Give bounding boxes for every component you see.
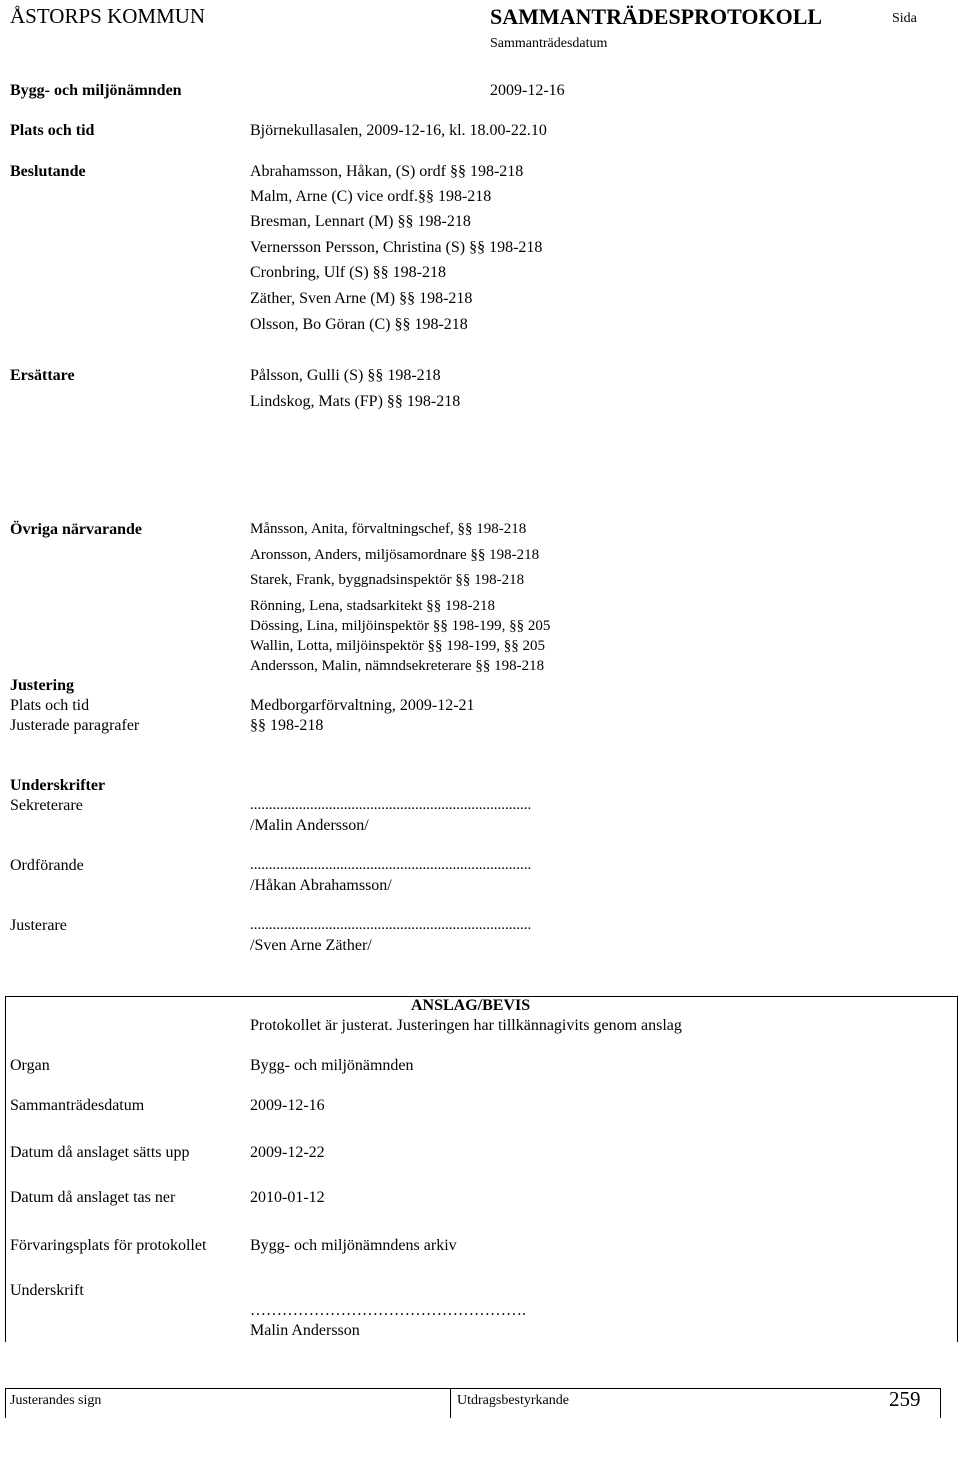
extract-label: Utdragsbestyrkande <box>457 1393 569 1408</box>
substitutes-label: Ersättare <box>10 367 75 384</box>
deciding-label: Beslutande <box>10 163 86 180</box>
notice-signature-label: Underskrift <box>10 1282 84 1299</box>
substitute-member: Lindskog, Mats (FP) §§ 198-218 <box>250 393 461 410</box>
signature-name: /Sven Arne Zäther/ <box>250 937 372 954</box>
signature-role: Sekreterare <box>10 797 83 814</box>
deciding-member: Cronbring, Ulf (S) §§ 198-218 <box>250 264 446 281</box>
signature-name: /Håkan Abrahamsson/ <box>250 877 392 894</box>
deciding-member: Abrahamsson, Håkan, (S) ordf §§ 198-218 <box>250 163 524 180</box>
notice-box <box>5 996 958 1342</box>
signature-name: /Malin Andersson/ <box>250 817 369 834</box>
signature-line: ........................................................................... <box>250 797 532 813</box>
signature-line: ........................................................................... <box>250 917 532 933</box>
committee-name: Bygg- och miljönämnden <box>10 82 182 99</box>
deciding-member: Malm, Arne (C) vice ordf.§§ 198-218 <box>250 188 492 205</box>
sign-label: Justerandes sign <box>10 1393 102 1408</box>
footer-divider <box>450 1388 451 1418</box>
other-member: Rönning, Lena, stadsarkitekt §§ 198-218 <box>250 598 495 614</box>
other-member: Dössing, Lina, miljöinspektör §§ 198-199, §§ 205 <box>250 618 551 634</box>
adjustment-place-value: Medborgarförvaltning, 2009-12-21 <box>250 697 475 714</box>
other-member: Starek, Frank, byggnadsinspektör §§ 198-218 <box>250 572 525 588</box>
notice-subtitle: Protokollet är justerat. Justeringen har tillkännagivits genom anslag <box>250 1017 682 1034</box>
other-member: Andersson, Malin, nämndsekreterare §§ 198-218 <box>250 658 545 674</box>
removed-date-value: 2010-01-12 <box>250 1189 325 1206</box>
municipality-name: ÅSTORPS KOMMUN <box>10 4 206 28</box>
signatures-heading: Underskrifter <box>10 777 106 794</box>
removed-date-label: Datum då anslaget tas ner <box>10 1189 176 1206</box>
signature-role: Justerare <box>10 917 67 934</box>
notice-title: ANSLAG/BEVIS <box>411 997 531 1014</box>
page-label: Sida <box>892 11 917 26</box>
notice-meeting-date-label: Sammanträdesdatum <box>10 1097 145 1114</box>
others-label: Övriga närvarande <box>10 521 142 538</box>
adjusted-paragraphs-value: §§ 198-218 <box>250 717 324 734</box>
notice-signature-line: ……………………………………………. <box>250 1302 526 1319</box>
storage-label: Förvaringsplats för protokollet <box>10 1237 207 1254</box>
organ-label: Organ <box>10 1057 50 1074</box>
posted-date-value: 2009-12-22 <box>250 1144 325 1161</box>
posted-date-label: Datum då anslaget sätts upp <box>10 1144 190 1161</box>
deciding-member: Olsson, Bo Göran (C) §§ 198-218 <box>250 316 468 333</box>
meeting-date-label: Sammanträdesdatum <box>490 36 608 51</box>
adjustment-heading: Justering <box>10 677 74 694</box>
committee-date: 2009-12-16 <box>490 82 565 99</box>
adjustment-place-label: Plats och tid <box>10 697 90 714</box>
storage-value: Bygg- och miljönämndens arkiv <box>250 1237 457 1254</box>
deciding-member: Vernersson Persson, Christina (S) §§ 198-218 <box>250 239 543 256</box>
deciding-member: Zäther, Sven Arne (M) §§ 198-218 <box>250 290 473 307</box>
place-label: Plats och tid <box>10 122 95 139</box>
other-member: Månsson, Anita, förvaltningschef, §§ 198-218 <box>250 521 527 537</box>
page-number: 259 <box>889 1387 921 1411</box>
notice-signature-name: Malin Andersson <box>250 1322 360 1339</box>
other-member: Wallin, Lotta, miljöinspektör §§ 198-199, §§ 205 <box>250 638 546 654</box>
document-title: SAMMANTRÄDESPROTOKOLL <box>490 4 823 29</box>
notice-meeting-date-value: 2009-12-16 <box>250 1097 325 1114</box>
deciding-member: Bresman, Lennart (M) §§ 198-218 <box>250 213 471 230</box>
place-value: Björnekullasalen, 2009-12-16, kl. 18.00-22.10 <box>250 122 547 139</box>
organ-value: Bygg- och miljönämnden <box>250 1057 414 1074</box>
signature-line: ........................................................................... <box>250 857 532 873</box>
substitute-member: Pålsson, Gulli (S) §§ 198-218 <box>250 367 441 384</box>
adjusted-paragraphs-label: Justerade paragrafer <box>10 717 140 734</box>
signature-role: Ordförande <box>10 857 84 874</box>
other-member: Aronsson, Anders, miljösamordnare §§ 198-218 <box>250 547 540 563</box>
